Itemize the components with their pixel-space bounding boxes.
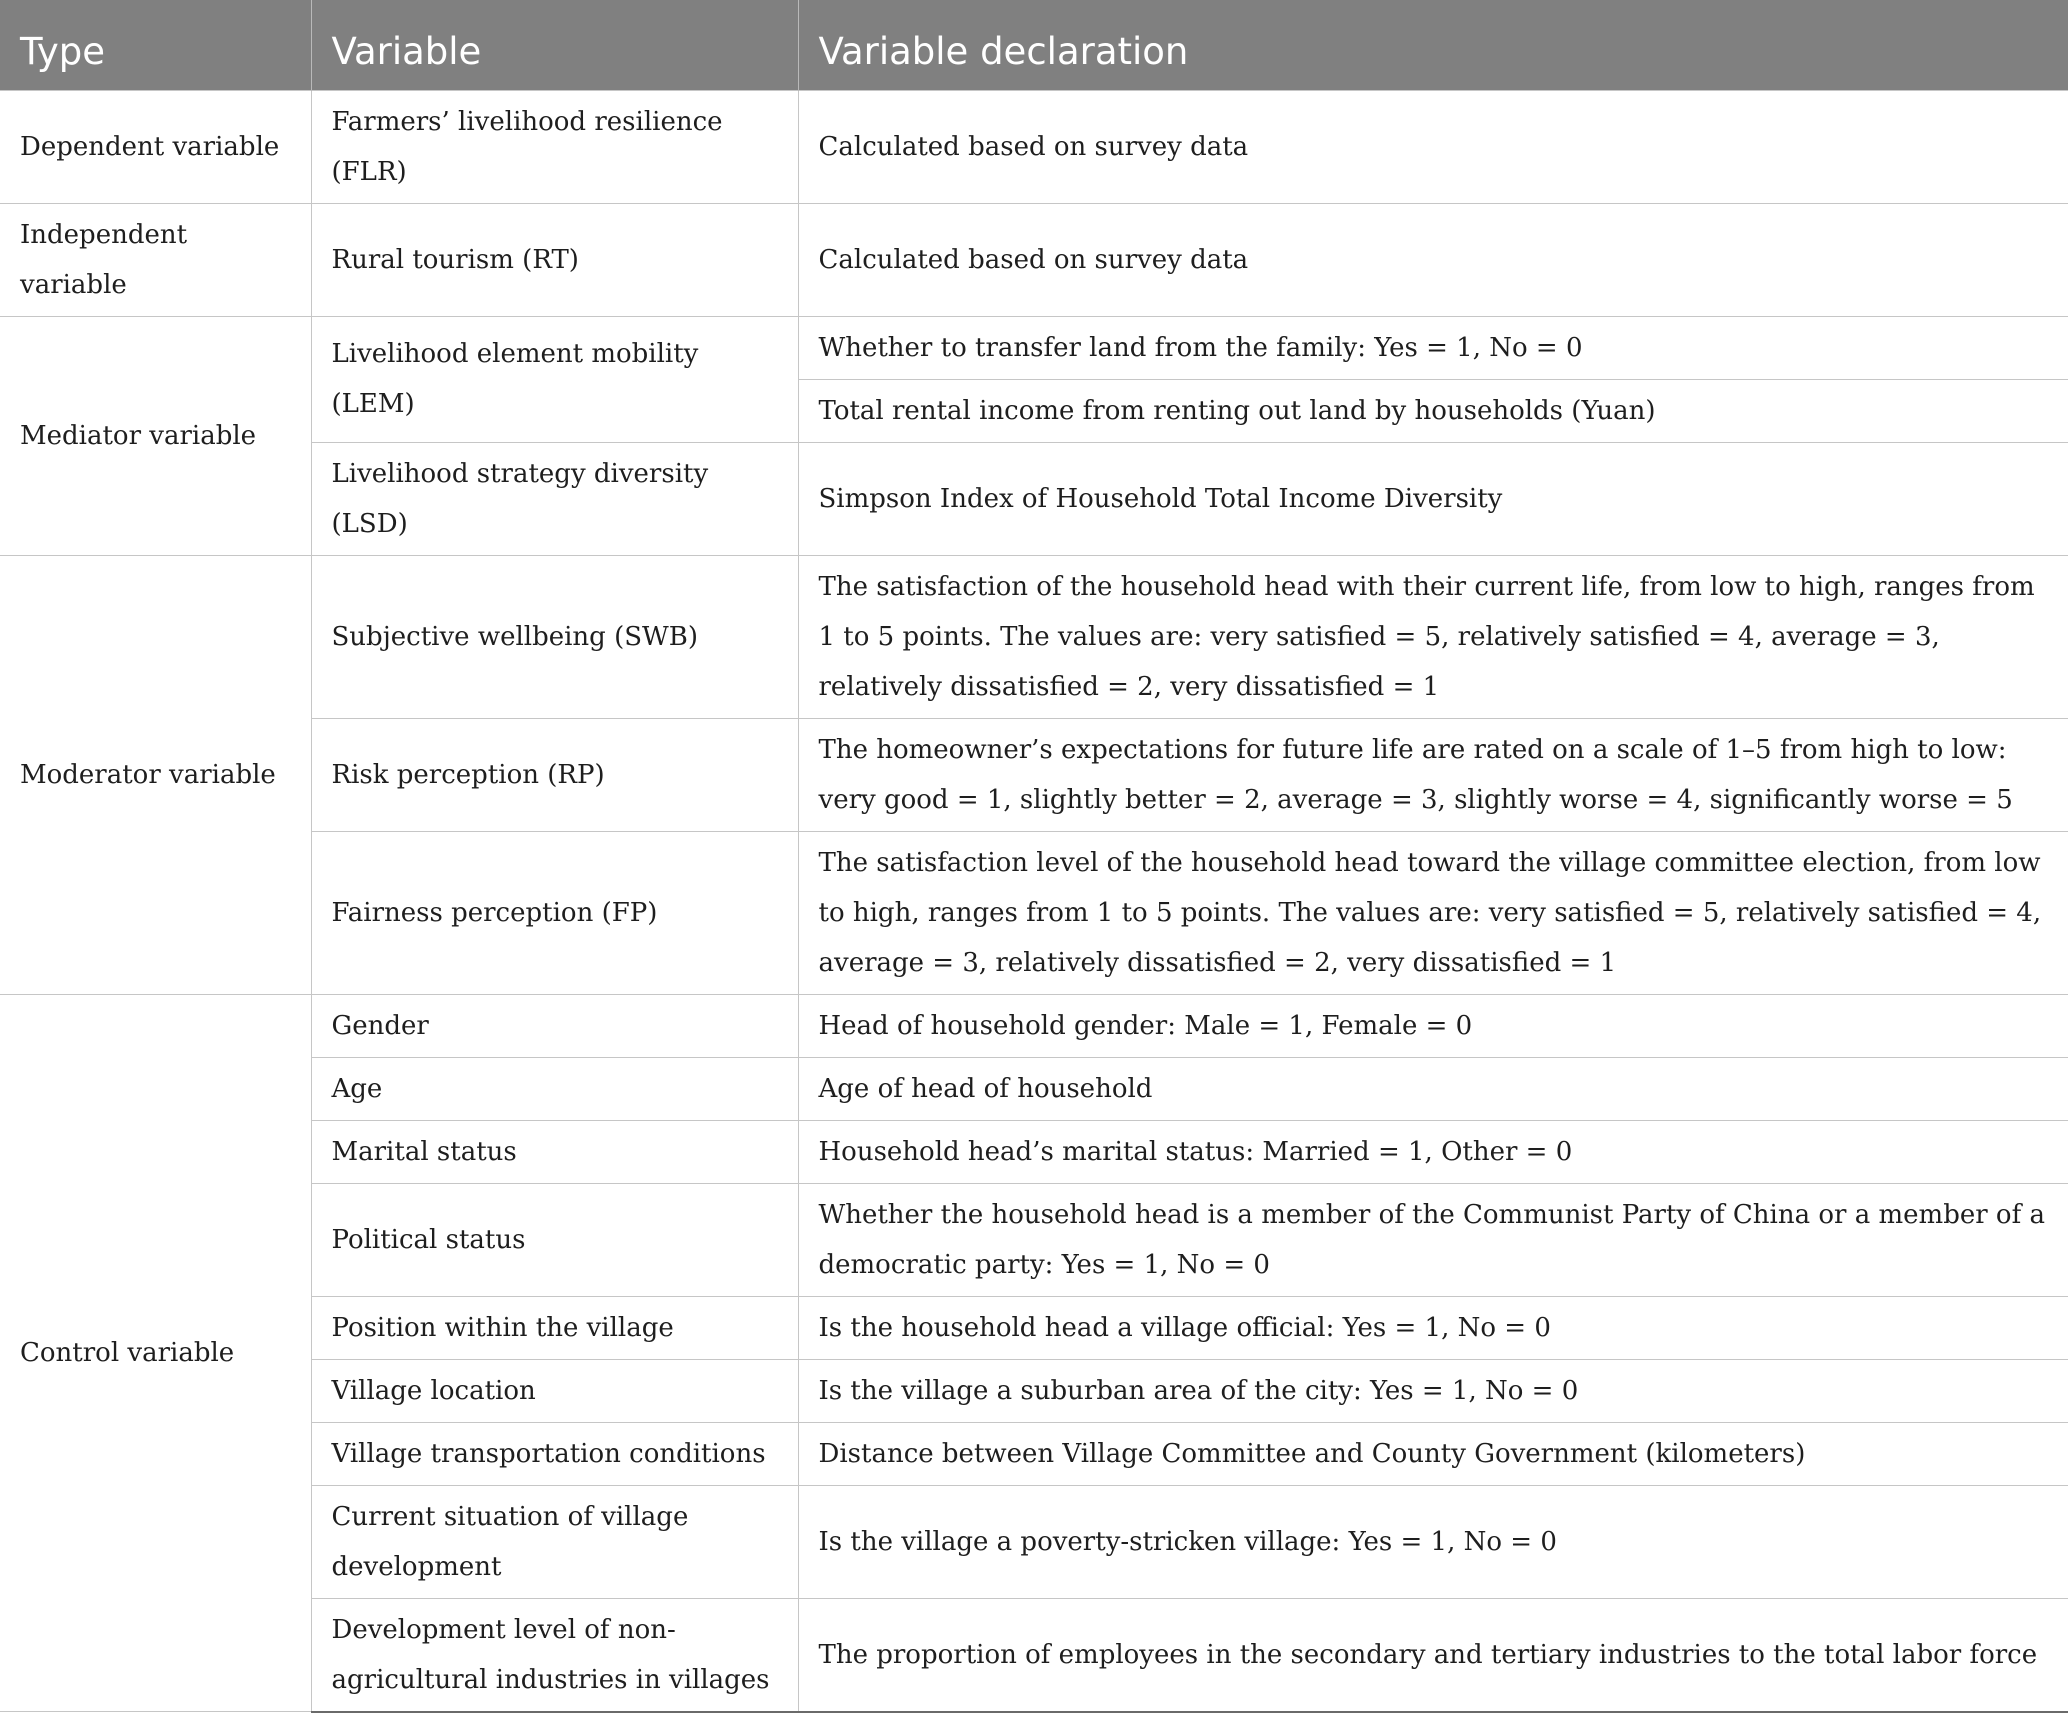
variable-cell: Rural tourism (RT) bbox=[311, 203, 798, 316]
table-row bbox=[0, 555, 2068, 718]
table-header bbox=[0, 0, 2068, 90]
variable-cell: Livelihood element mobility (LEM) bbox=[311, 316, 798, 442]
variable-cell: Village transportation conditions bbox=[311, 1422, 798, 1485]
table-row bbox=[0, 316, 2068, 379]
variable-cell: Farmers’ livelihood resilience (FLR) bbox=[311, 90, 798, 203]
variable-cell: Current situation of village development bbox=[311, 1485, 798, 1598]
variable-cell: Fairness perception (FP) bbox=[311, 831, 798, 994]
variable-cell: Risk perception (RP) bbox=[311, 718, 798, 831]
table-row bbox=[0, 718, 2068, 831]
variable-cell: Age bbox=[311, 1057, 798, 1120]
table-row bbox=[0, 1120, 2068, 1183]
declaration-cell: Whether to transfer land from the family: Yes = 1, No = 0 bbox=[798, 316, 2068, 379]
table-row bbox=[0, 442, 2068, 555]
variable-cell: Subjective wellbeing (SWB) bbox=[311, 555, 798, 718]
type-cell: Mediator variable bbox=[0, 316, 311, 555]
declaration-cell: Is the village a suburban area of the city: Yes = 1, No = 0 bbox=[798, 1359, 2068, 1422]
variable-cell: Livelihood strategy diversity (LSD) bbox=[311, 442, 798, 555]
table-row bbox=[0, 1057, 2068, 1120]
table-row bbox=[0, 1485, 2068, 1598]
header-row bbox=[0, 0, 2068, 90]
table-row bbox=[0, 90, 2068, 203]
variable-cell: Development level of non-agricultural industries in villages bbox=[311, 1598, 798, 1712]
table-row bbox=[0, 1422, 2068, 1485]
table-row bbox=[0, 994, 2068, 1057]
header-variable: Variable bbox=[311, 0, 798, 90]
declaration-cell: Simpson Index of Household Total Income Diversity bbox=[798, 442, 2068, 555]
variable-cell: Political status bbox=[311, 1183, 798, 1296]
declaration-cell: Household head’s marital status: Married = 1, Other = 0 bbox=[798, 1120, 2068, 1183]
table-row bbox=[0, 203, 2068, 316]
table-body bbox=[0, 90, 2068, 1712]
table-row bbox=[0, 1183, 2068, 1296]
variable-cell: Marital status bbox=[311, 1120, 798, 1183]
declaration-cell: Calculated based on survey data bbox=[798, 90, 2068, 203]
declaration-cell: Is the village a poverty-stricken village: Yes = 1, No = 0 bbox=[798, 1485, 2068, 1598]
declaration-cell: The proportion of employees in the secondary and tertiary industries to the total labor force bbox=[798, 1598, 2068, 1712]
table-row bbox=[0, 1359, 2068, 1422]
declaration-cell: Is the household head a village official: Yes = 1, No = 0 bbox=[798, 1296, 2068, 1359]
table-row bbox=[0, 1296, 2068, 1359]
type-cell: Control variable bbox=[0, 994, 311, 1712]
declaration-cell: The satisfaction level of the household head toward the village committee election, from low to high, ranges from 1 to 5 points. The values are: very satisfied = 5, relatively satisfied = 4, average = 3, relatively dissatisfied = 2, very dissatisfied = 1 bbox=[798, 831, 2068, 994]
declaration-cell: Distance between Village Committee and County Government (kilometers) bbox=[798, 1422, 2068, 1485]
type-cell: Dependent variable bbox=[0, 90, 311, 203]
declaration-cell: The homeowner’s expectations for future life are rated on a scale of 1–5 from high to low: very good = 1, slightly better = 2, average = 3, slightly worse = 4, significantly worse = 5 bbox=[798, 718, 2068, 831]
table-row bbox=[0, 1598, 2068, 1712]
variable-cell: Position within the village bbox=[311, 1296, 798, 1359]
variable-cell: Gender bbox=[311, 994, 798, 1057]
declaration-cell: Age of head of household bbox=[798, 1057, 2068, 1120]
declaration-cell: Head of household gender: Male = 1, Female = 0 bbox=[798, 994, 2068, 1057]
header-variable-declaration: Variable declaration bbox=[798, 0, 2068, 90]
declaration-cell: Calculated based on survey data bbox=[798, 203, 2068, 316]
declaration-cell: The satisfaction of the household head with their current life, from low to high, ranges from 1 to 5 points. The values are: very satisfied = 5, relatively satisfied = 4, average = 3, relatively dissatisfied = 2, very dissatisfied = 1 bbox=[798, 555, 2068, 718]
table-row bbox=[0, 831, 2068, 994]
type-cell: Independent variable bbox=[0, 203, 311, 316]
type-cell: Moderator variable bbox=[0, 555, 311, 994]
declaration-cell: Whether the household head is a member of the Communist Party of China or a member of a democratic party: Yes = 1, No = 0 bbox=[798, 1183, 2068, 1296]
variable-cell: Village location bbox=[311, 1359, 798, 1422]
declaration-cell: Total rental income from renting out land by households (Yuan) bbox=[798, 379, 2068, 442]
header-type: Type bbox=[20, 30, 105, 74]
